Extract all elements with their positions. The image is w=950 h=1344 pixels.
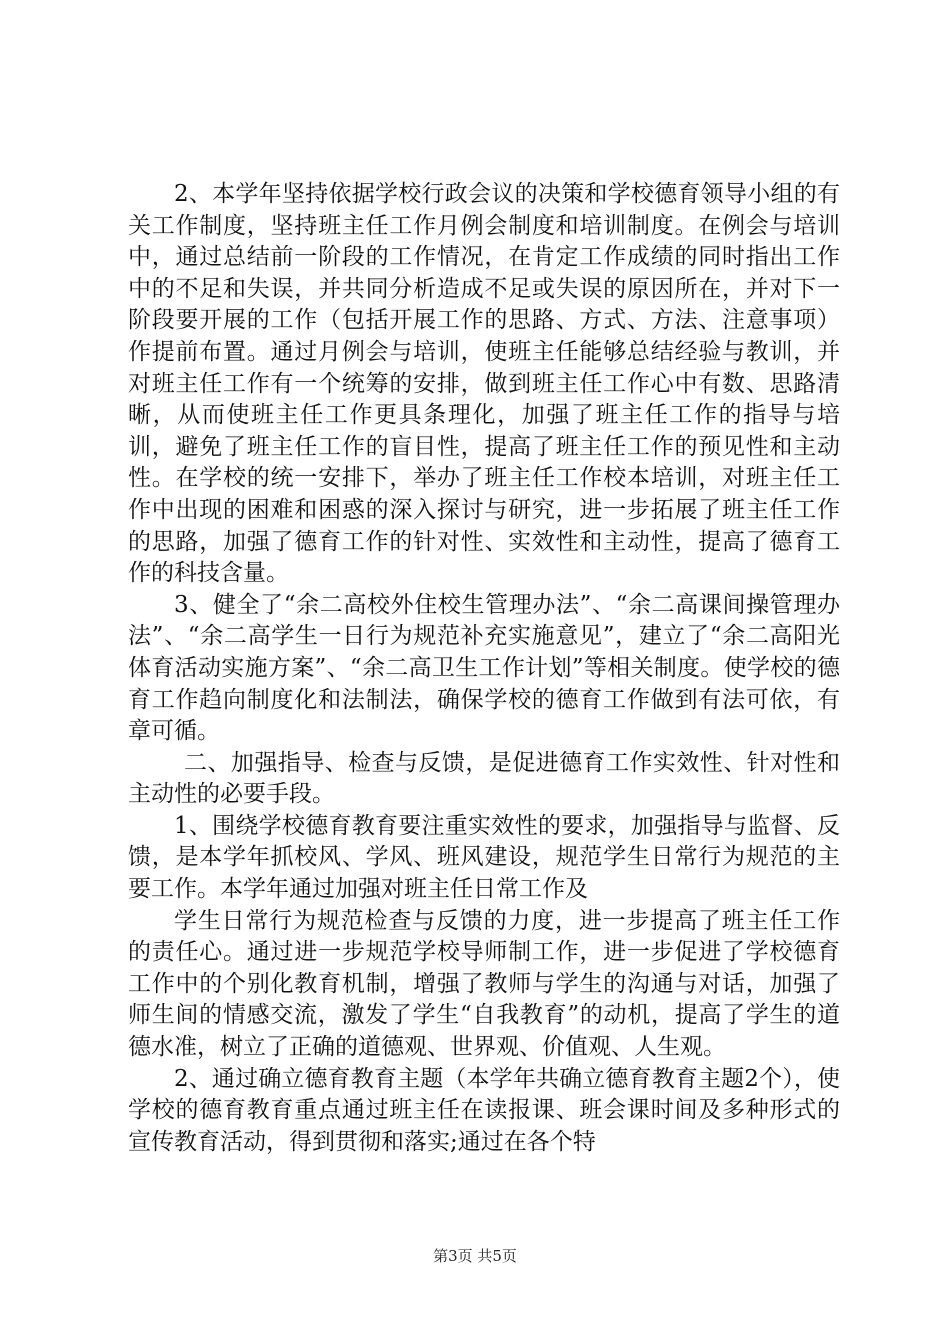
- paragraph-2-monthly-meeting: 2、本学年坚持依据学校行政会议的决策和学校德育领导小组的有关工作制度，坚持班主任工作月例会制度和培训制度。在例会与培训中，通过总结前一阶段的工作情况，在肯定工作成绩的同时指出工作中的不足和失误，并共同分析造成不足或失误的原因所在，并对下一阶段要开展的工作（包括开展工作的思路、方式、方法、注意事项）作提前布置。通过月例会与培训，使班主任能够总结经验与教训，并对班主任工作有一个统筹的安排，做到班主任工作心中有数、思路清晰，从而使班主任工作更具条理化，加强了班主任工作的指导与培训，避免了班主任工作的盲目性，提高了班主任工作的预见性和主动性。在学校的统一安排下，举办了班主任工作校本培训，对班主任工作中出现的困难和困惑的深入探讨与研究，进一步拓展了班主任工作的思路，加强了德育工作的针对性、实效性和主动性，提高了德育工作的科技含量。: [128, 181, 840, 587]
- page-footer: 第3页 共5页: [433, 1247, 517, 1265]
- paragraph-continuation: 学生日常行为规范检查与反馈的力度，进一步提高了班主任工作的责任心。通过进一步规范学校导师制工作，进一步促进了学校德育工作中的个别化教育机制，增强了教师与学生的沟通与对话，加强了师生间的情感交流，激发了学生“自我教育”的动机，提高了学生的道德水准，树立了正确的道德观、世界观、价值观、人生观。: [128, 907, 840, 1061]
- document-body: [128, 179, 840, 1158]
- paragraph-1-guidance: 1、围绕学校德育教育要注重实效性的要求，加强指导与监督、反馈，是本学年抓校风、学风、班风建设，规范学生日常行为规范的主要工作。本学年通过加强对班主任日常工作及: [128, 812, 840, 903]
- paragraph-2-themes: 2、通过确立德育教育主题（本学年共确立德育教育主题2个），使学校的德育教育重点通过班主任在读报课、班会课时间及多种形式的宣传教育活动，得到贯彻和落实;通过在各个特: [128, 1065, 840, 1155]
- paragraph-3-regulations: 3、健全了“余二高校外住校生管理办法”、“余二高课间操管理办法”、“余二高学生一日行为规范补充实施意见”，建立了“余二高阳光体育活动实施方案”、“余二高卫生工作计划”等相关制度。使学校的德育工作趋向制度化和法制法，确保学校的德育工作做到有法可依，有章可循。: [128, 591, 840, 745]
- section-heading-two: 二、加强指导、检查与反馈，是促进德育工作实效性、针对性和主动性的必要手段。: [128, 749, 840, 808]
